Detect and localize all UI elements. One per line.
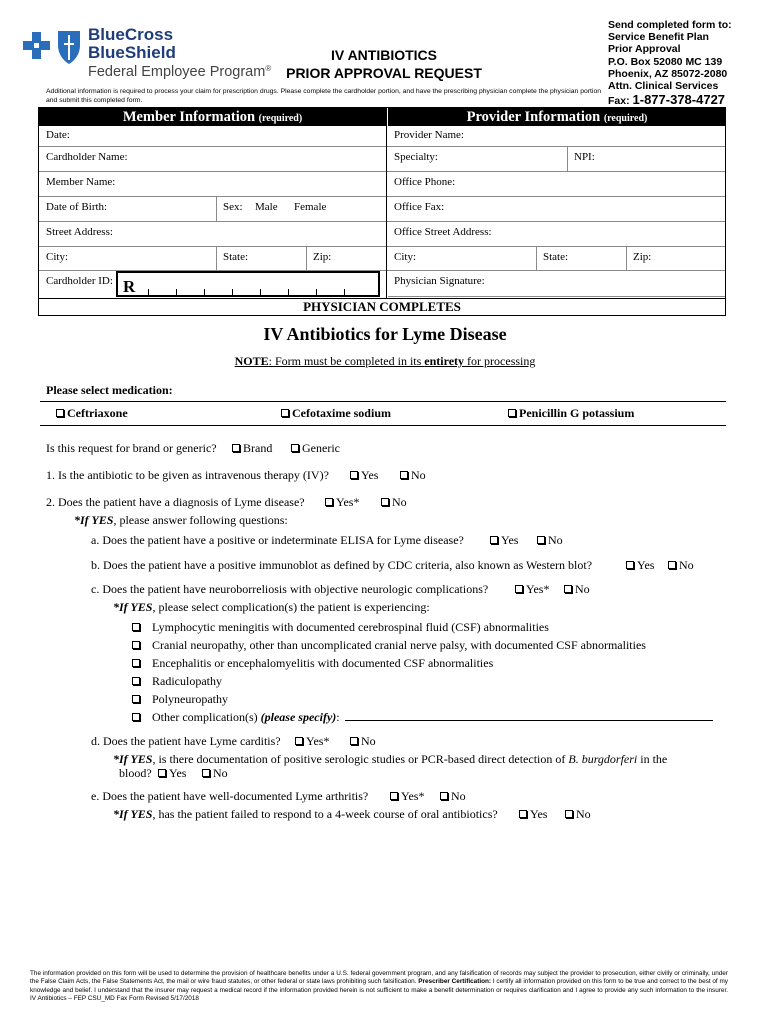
brand-option[interactable] bbox=[232, 441, 272, 456]
checkbox-icon[interactable] bbox=[515, 585, 523, 593]
column-divider bbox=[536, 246, 537, 270]
option-label: No bbox=[548, 533, 563, 547]
checkbox-icon[interactable] bbox=[132, 659, 140, 667]
provider-name-field[interactable]: Provider Name: bbox=[394, 129, 464, 141]
physician-completes-label: PHYSICIAN COMPLETES bbox=[303, 299, 461, 314]
office-fax-field[interactable]: Office Fax: bbox=[394, 201, 445, 213]
checkbox-icon[interactable] bbox=[390, 792, 398, 800]
select-medication-label: Please select medication: bbox=[46, 383, 173, 397]
complication-item[interactable] bbox=[132, 692, 228, 707]
if-yes-label: *If YES bbox=[74, 513, 114, 527]
note-text bbox=[0, 354, 770, 369]
option-label: No bbox=[576, 807, 591, 821]
member-heading: Member Information bbox=[122, 109, 256, 125]
street-address-field[interactable]: Street Address: bbox=[46, 226, 113, 238]
footer-text: I certify all information provided on this form to be true and correct to the best of my knowledge and belief. I understand that the insurer may request a medical record if the information provided herein is not sufficient to make a benefit determination or requires clarification and I agree to provide any such information to the insurer. IV Antibiotics – FEP CSU_MD Fax Form Revised 5/17/2018 bbox=[30, 978, 728, 1002]
qe-followup-yes-option[interactable] bbox=[519, 807, 547, 822]
qe-yes-option[interactable] bbox=[390, 789, 424, 804]
cardholder-name-field[interactable]: Cardholder Name: bbox=[46, 151, 128, 163]
question-text: Is this request for brand or generic? bbox=[46, 441, 217, 455]
send-to-line: Send completed form to: bbox=[608, 19, 732, 31]
qc-no-option[interactable] bbox=[564, 582, 590, 597]
cross-shield-icon bbox=[22, 28, 86, 68]
id-prefix: R bbox=[123, 277, 136, 296]
qd-blood-label: blood? bbox=[119, 766, 152, 780]
provider-info-header bbox=[388, 108, 726, 126]
qc-yes-option[interactable] bbox=[515, 582, 549, 597]
option-label: No bbox=[411, 468, 426, 482]
checkbox-icon[interactable] bbox=[440, 792, 448, 800]
city-field[interactable]: City: bbox=[46, 251, 69, 263]
send-to-line: Prior Approval bbox=[608, 43, 681, 56]
option-label: No bbox=[361, 734, 376, 748]
qd-blood-yes-option[interactable] bbox=[158, 766, 186, 781]
note-part-a: : Form must be completed in its bbox=[268, 354, 425, 368]
checkbox-icon[interactable] bbox=[132, 677, 140, 685]
row-divider bbox=[39, 146, 725, 147]
checkbox-icon[interactable] bbox=[132, 695, 140, 703]
complication-item[interactable] bbox=[132, 620, 549, 635]
checkbox-icon[interactable] bbox=[56, 409, 64, 417]
required-label: (required) bbox=[603, 113, 648, 124]
checkbox-icon[interactable] bbox=[490, 536, 498, 544]
option-label: Yes* bbox=[401, 789, 425, 803]
med-option-penicillin[interactable] bbox=[508, 406, 634, 421]
note-part-b: entirety bbox=[424, 354, 465, 368]
id-digit-ticks bbox=[118, 289, 378, 295]
note-label: NOTE bbox=[234, 354, 269, 368]
checkbox-icon[interactable] bbox=[565, 810, 573, 818]
option-label: Generic bbox=[302, 441, 340, 455]
checkbox-icon[interactable] bbox=[132, 641, 140, 649]
if-yes-text: , is there documentation of positive serologic studies or PCR-based direct detection of bbox=[152, 752, 569, 766]
send-to-line: P.O. Box 52080 MC 139 bbox=[608, 55, 723, 68]
column-divider bbox=[386, 108, 387, 299]
prescriber-certification-label: Prescriber Certification: bbox=[418, 978, 492, 986]
checkbox-icon[interactable] bbox=[132, 713, 140, 721]
send-to-line: Service Benefit Plan bbox=[608, 31, 709, 44]
required-label: (required) bbox=[258, 113, 303, 124]
if-yes-label: *If YES bbox=[113, 600, 153, 614]
option-label: Yes bbox=[361, 468, 379, 482]
med-option-cefotaxime[interactable] bbox=[281, 406, 391, 421]
brand-generic-question bbox=[46, 441, 217, 456]
send-to-line: Attn. Clinical Services bbox=[608, 80, 719, 93]
complication-label: Lymphocytic meningitis with documented cerebrospinal fluid (CSF) abnormalities bbox=[152, 620, 549, 634]
qb-yes-option[interactable] bbox=[626, 558, 654, 573]
sex-male-option[interactable]: Male bbox=[255, 201, 278, 213]
checkbox-icon[interactable] bbox=[202, 769, 210, 777]
q2-if-yes-note bbox=[74, 513, 288, 528]
intro-text: Additional information is required to process your claim for prescription drugs. Please complete the cardholder portion, and have the prescribing physician complete the physician portion and submit this completed form. bbox=[46, 88, 601, 104]
footer-disclaimer bbox=[30, 970, 728, 1003]
question-e: e. Does the patient have well-documented Lyme arthritis? bbox=[91, 789, 369, 803]
if-yes-label: *If YES bbox=[113, 752, 153, 766]
specialty-field[interactable]: Specialty: bbox=[394, 151, 438, 163]
complication-label: Cranial neuropathy, other than uncomplicated cranial nerve palsy, with documented CSF abnormalities bbox=[152, 638, 646, 652]
checkbox-icon[interactable] bbox=[508, 409, 516, 417]
sex-female-option[interactable]: Female bbox=[294, 201, 327, 213]
qd-blood-no-option[interactable] bbox=[202, 766, 228, 781]
option-label: No bbox=[213, 766, 228, 780]
provider-city-field[interactable]: City: bbox=[394, 251, 417, 263]
question-d: d. Does the patient have Lyme carditis? bbox=[91, 734, 281, 748]
member-name-field[interactable]: Member Name: bbox=[46, 176, 116, 188]
office-phone-field[interactable]: Office Phone: bbox=[394, 176, 456, 188]
q1-yes-option[interactable] bbox=[350, 468, 378, 483]
form-title-line1: IV ANTIBIOTICS bbox=[330, 47, 438, 63]
form-title-line2: PRIOR APPROVAL REQUEST bbox=[286, 65, 482, 81]
option-label: No bbox=[392, 495, 407, 509]
checkbox-icon[interactable] bbox=[350, 471, 358, 479]
option-label: No bbox=[451, 789, 466, 803]
option-label: Yes bbox=[501, 533, 519, 547]
row-divider bbox=[39, 221, 725, 222]
information-table bbox=[38, 107, 726, 316]
row-divider bbox=[39, 196, 725, 197]
provider-state-field[interactable]: State: bbox=[543, 251, 569, 263]
footer-text: The information provided on this form will be used to determine the provision of healthcare benefits under a U.S. federal government program, and any falsification of records may subject the provider to prosecution, either civilly or criminally, under the False Claim Acts, the False Statements Act, the mail or wire fraud statutes, or other federal or state laws prohibiting such falsification. bbox=[30, 970, 728, 986]
question-1: 1. Is the antibiotic to be given as intravenous therapy (IV)? bbox=[46, 468, 329, 482]
column-divider bbox=[216, 196, 217, 221]
date-field[interactable]: Date: bbox=[46, 129, 70, 141]
option-label: Brand bbox=[243, 441, 273, 455]
q2-no-option[interactable] bbox=[381, 495, 407, 510]
qc-if-yes-note bbox=[113, 600, 430, 615]
checkbox-icon[interactable] bbox=[519, 810, 527, 818]
office-street-field[interactable]: Office Street Address: bbox=[394, 226, 492, 238]
member-info-header bbox=[39, 108, 386, 126]
qe-no-option[interactable] bbox=[440, 789, 466, 804]
question-c: c. Does the patient have neuroborreliosis with objective neurologic complications? bbox=[91, 582, 489, 596]
logo-line2: BlueShield bbox=[88, 43, 176, 62]
fax-number: 1-877-378-4727 bbox=[632, 92, 726, 108]
qb-no-option[interactable] bbox=[668, 558, 694, 573]
logo-line1: BlueCross bbox=[88, 25, 174, 44]
checkbox-icon[interactable] bbox=[325, 498, 333, 506]
row-divider bbox=[388, 296, 725, 297]
if-yes-text: , has the patient failed to respond to a 4-week course of oral antibiotics? bbox=[152, 807, 498, 821]
checkbox-icon[interactable] bbox=[232, 444, 240, 452]
med-option-ceftriaxone[interactable] bbox=[56, 406, 128, 421]
checkbox-icon[interactable] bbox=[626, 561, 634, 569]
option-label: Yes* bbox=[526, 582, 550, 596]
complication-other-item[interactable]: Other complication(s) (please specify): bbox=[132, 710, 340, 725]
checkbox-icon[interactable] bbox=[564, 585, 572, 593]
question-a: a. Does the patient have a positive or indeterminate ELISA for Lyme disease? bbox=[91, 533, 464, 547]
checkbox-icon[interactable] bbox=[132, 623, 140, 631]
organism-name: B. burgdorferi bbox=[568, 752, 638, 766]
if-yes-label: *If YES bbox=[113, 807, 153, 821]
logo-subtitle: Federal Employee Program bbox=[88, 64, 266, 80]
complication-label: Other complication(s) bbox=[152, 710, 261, 724]
medication-divider bbox=[40, 425, 726, 426]
registered-mark: ® bbox=[265, 64, 272, 73]
zip-field[interactable]: Zip: bbox=[313, 251, 332, 263]
if-yes-text: in the bbox=[637, 752, 668, 766]
row-divider bbox=[39, 246, 725, 247]
bcbs-logo bbox=[22, 22, 272, 84]
please-specify-label: (please specify) bbox=[260, 710, 337, 724]
qd-no-option[interactable] bbox=[350, 734, 376, 749]
qd-yes-option[interactable] bbox=[295, 734, 329, 749]
state-field[interactable]: State: bbox=[223, 251, 249, 263]
checkbox-icon[interactable] bbox=[281, 409, 289, 417]
qa-yes-option[interactable] bbox=[490, 533, 518, 548]
generic-option[interactable] bbox=[291, 441, 340, 456]
npi-field[interactable]: NPI: bbox=[574, 151, 595, 163]
other-complication-input[interactable] bbox=[345, 720, 713, 721]
checkbox-icon[interactable] bbox=[291, 444, 299, 452]
complication-label: Radiculopathy bbox=[152, 674, 222, 688]
if-yes-text: , please select complication(s) the patient is experiencing: bbox=[152, 600, 430, 614]
option-label: Yes* bbox=[336, 495, 360, 509]
column-divider bbox=[216, 246, 217, 270]
physician-signature-field[interactable]: Physician Signature: bbox=[394, 275, 485, 287]
checkbox-icon[interactable] bbox=[400, 471, 408, 479]
q2-yes-option[interactable] bbox=[325, 495, 359, 510]
option-label: No bbox=[679, 558, 694, 572]
cardholder-id-input[interactable] bbox=[116, 271, 380, 297]
complication-item[interactable] bbox=[132, 638, 646, 653]
checkbox-icon[interactable] bbox=[381, 498, 389, 506]
provider-zip-field[interactable]: Zip: bbox=[633, 251, 652, 263]
sex-label: Sex: bbox=[223, 201, 243, 213]
note-part-c: for processing bbox=[464, 354, 536, 368]
option-label: Yes* bbox=[306, 734, 330, 748]
complication-label: Polyneuropathy bbox=[152, 692, 228, 706]
if-yes-text: , please answer following questions: bbox=[113, 513, 288, 527]
complication-label: Encephalitis or encephalomyelitis with documented CSF abnormalities bbox=[152, 656, 494, 670]
cardholder-id-label: Cardholder ID: bbox=[46, 275, 113, 287]
question-2: 2. Does the patient have a diagnosis of Lyme disease? bbox=[46, 495, 305, 509]
q1-no-option[interactable] bbox=[400, 468, 426, 483]
checkbox-icon[interactable] bbox=[295, 737, 303, 745]
column-divider bbox=[306, 246, 307, 270]
complication-item[interactable] bbox=[132, 656, 493, 671]
column-divider bbox=[626, 246, 627, 270]
checkbox-icon[interactable] bbox=[537, 536, 545, 544]
checkbox-icon[interactable] bbox=[668, 561, 676, 569]
option-label: No bbox=[575, 582, 590, 596]
send-to-line: Phoenix, AZ 85072-2080 bbox=[608, 67, 728, 80]
qe-if-yes-note bbox=[113, 807, 498, 822]
fax-label: Fax: bbox=[608, 95, 630, 108]
option-label: Yes bbox=[530, 807, 548, 821]
option-label: Yes bbox=[637, 558, 655, 572]
qa-no-option[interactable] bbox=[537, 533, 563, 548]
row-divider bbox=[39, 171, 725, 172]
column-divider bbox=[567, 146, 568, 171]
med-label: Penicillin G potassium bbox=[519, 406, 635, 420]
checkbox-icon[interactable] bbox=[350, 737, 358, 745]
date-of-birth-field[interactable]: Date of Birth: bbox=[46, 201, 108, 213]
med-label: Cefotaxime sodium bbox=[292, 406, 391, 420]
section-title: IV Antibiotics for Lyme Disease bbox=[263, 324, 507, 344]
send-to-block bbox=[608, 19, 758, 107]
medication-divider bbox=[40, 401, 726, 402]
checkbox-icon[interactable] bbox=[158, 769, 166, 777]
qe-followup-no-option[interactable] bbox=[565, 807, 591, 822]
qd-if-yes-note bbox=[113, 752, 667, 767]
complication-item[interactable] bbox=[132, 674, 222, 689]
option-label: Yes bbox=[169, 766, 187, 780]
question-b: b. Does the patient have a positive immunoblot as defined by CDC criteria, also known as Western blot? bbox=[91, 558, 593, 572]
provider-heading: Provider Information bbox=[466, 109, 601, 125]
med-label: Ceftriaxone bbox=[67, 406, 128, 420]
